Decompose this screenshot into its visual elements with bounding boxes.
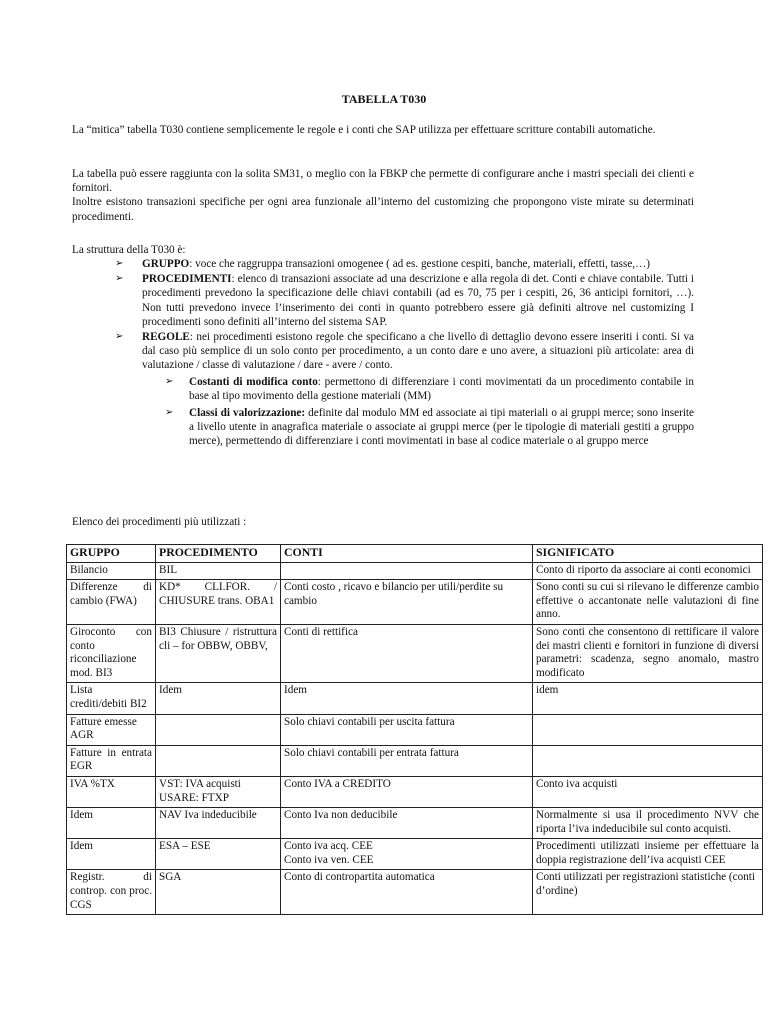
cell-procedimento: VST: IVA acquisti USARE: FTXP <box>156 776 281 807</box>
cell-significato: Procedimenti utilizzati insieme per effettuare la doppia registrazione dell’iva acquisti CEE <box>533 839 763 870</box>
header-gruppo: GRUPPO <box>67 545 156 563</box>
cell-gruppo: Registr. di controp. con proc. CGS <box>67 870 156 915</box>
cell-significato: Normalmente si usa il procedimento NVV che riporta l’iva indeducibile sul conto acquisti. <box>533 808 763 839</box>
cell-significato <box>533 714 763 745</box>
header-significato: SIGNIFICATO <box>533 545 763 563</box>
cell-procedimento: ESA – ESE <box>156 839 281 870</box>
cell-conti: Conto IVA a CREDITO <box>281 776 533 807</box>
cell-procedimento <box>156 745 281 776</box>
cell-procedimento: BI3 Chiusure / ristruttura cli – for OBBW, OBBV, <box>156 624 281 682</box>
cell-procedimento: KD* CLI.FOR. / CHIUSURE trans. OBA1 <box>156 580 281 625</box>
cell-procedimento: NAV Iva indeducibile <box>156 808 281 839</box>
term-gruppo: GRUPPO <box>142 258 190 270</box>
term-procedimenti: PROCEDIMENTI <box>142 273 232 286</box>
table-row <box>67 580 763 625</box>
table-row <box>67 776 763 807</box>
term-classi: Classi di valorizzazione: <box>189 407 306 420</box>
cell-procedimento <box>156 714 281 745</box>
conti-line-ven: Conto iva ven. CEE <box>284 853 374 866</box>
table-row <box>67 714 763 745</box>
desc-procedimenti: : elenco di transazioni associate ad una descrizione e alla regola di det. Conti e chiave contabile. Tutti i procedimenti prevedono la specificazione delle chiavi contabili (ad es 70, 75 per i cespiti, 26, 36 anticipi fornitori, …). Non tutti prevedono invece l’inserimento dei conti in quanto potrebbero essere già definiti altrove nel customizing I procedimenti sono definiti all’interno del sistema SAP. <box>142 273 694 328</box>
cell-significato: Conto iva acquisti <box>533 776 763 807</box>
access-text: La tabella può essere raggiunta con la solita SM31, o meglio con la FBKP che permette di configurare anche i mastri speciali dei clienti e fornitori. <box>72 168 694 195</box>
table-row <box>67 870 763 915</box>
cell-gruppo: Lista crediti/debiti BI2 <box>67 683 156 714</box>
table-intro: Elenco dei procedimenti più utilizzati : <box>72 516 247 528</box>
header-procedimento: PROCEDIMENTO <box>156 545 281 563</box>
list-item-gruppo <box>115 257 694 271</box>
table-row <box>67 745 763 776</box>
cell-conti: Solo chiavi contabili per uscita fattura <box>281 714 533 745</box>
cell-gruppo: Idem <box>67 808 156 839</box>
intro-paragraph: La “mitica” tabella T030 contiene semplicemente le regole e i conti che SAP utilizza per effettuare scritture contabili automatiche. <box>72 124 656 136</box>
table-row <box>67 624 763 682</box>
cell-conti: Solo chiavi contabili per entrata fattura <box>281 745 533 776</box>
cell-procedimento: SGA <box>156 870 281 915</box>
page-title: TABELLA T030 <box>341 92 427 106</box>
sublist-item-costanti <box>159 375 694 403</box>
cell-gruppo: Fatture emesse AGR <box>67 714 156 745</box>
cell-significato: Conto di riporto da associare ai conti economici <box>533 562 763 580</box>
table-row <box>67 562 763 580</box>
list-item-procedimenti <box>115 272 694 329</box>
structure-list <box>115 257 694 452</box>
cell-conti: Conti costo , ricavo e bilancio per utili/perdite su cambio <box>281 580 533 625</box>
cell-gruppo: Fatture in entrata EGR <box>67 745 156 776</box>
access-paragraph <box>72 167 694 224</box>
structure-heading: La struttura della T030 è: <box>72 244 186 256</box>
cell-conti: Idem <box>281 683 533 714</box>
table-header-row <box>67 545 763 563</box>
conti-line-acq: Conto iva acq. CEE <box>284 840 373 853</box>
procedures-table <box>66 544 763 915</box>
list-item-regole <box>115 330 694 449</box>
table-row <box>67 839 763 870</box>
cell-gruppo: Idem <box>67 839 156 870</box>
cell-significato: Conti utilizzati per registrazioni statistiche (conti d’ordine) <box>533 870 763 915</box>
cell-gruppo: Bilancio <box>67 562 156 580</box>
cell-significato: idem <box>533 683 763 714</box>
table-row <box>67 683 763 714</box>
regole-sublist <box>159 375 694 449</box>
cell-gruppo: IVA %TX <box>67 776 156 807</box>
cell-conti <box>281 562 533 580</box>
cell-conti: Conto Iva non deducibile <box>281 808 533 839</box>
sublist-item-classi <box>159 406 694 449</box>
cell-conti <box>281 839 533 870</box>
cell-gruppo: Giroconto con conto riconciliazione mod. BI3 <box>67 624 156 682</box>
cell-procedimento: BIL <box>156 562 281 580</box>
header-conti: CONTI <box>281 545 533 563</box>
desc-classi: definite dal modulo MM ed associate ai tipi materiali o ai gruppi merce; sono inserite a livello utente in anagrafica materiale o associate ai gruppi merce (per le tipologie di materiali gestiti a gruppo merce), permettendo di differenziare i conti movimentati in base al codice materiale o al gruppo merce <box>189 407 694 448</box>
desc-regole: : nei procedimenti esistono regole che specificano a che livello di dettaglio devono essere inseriti i conti. Si va dal caso più semplice di un solo conto per procedimento, a un conto dare e uno avere, a situazioni più articolate: area di valutazione / classe di valutazione / dare - avere / conto. <box>142 331 694 372</box>
desc-costanti: : permettono di differenziare i conti movimentati da un procedimento contabile in base al tipo movimento della gestione materiali (MM) <box>189 375 694 402</box>
table-row <box>67 808 763 839</box>
cell-significato: Sono conti che consentono di rettificare il valore dei mastri clienti e fornitori in funzione di diversi parametri: scadenza, segno anomalo, mastro modificato <box>533 624 763 682</box>
cell-significato <box>533 745 763 776</box>
customizing-text: Inoltre esistono transazioni specifiche per ogni area funzionale all’interno del customizing che propongono viste mirate su determinati procedimenti. <box>72 196 694 223</box>
desc-gruppo: : voce che raggruppa transazioni omogenee ( ad es. gestione cespiti, banche, materiali, effetti, tasse,…) <box>189 258 651 270</box>
cell-gruppo: Differenze di cambio (FWA) <box>67 580 156 625</box>
term-costanti: Costanti di modifica conto <box>189 375 318 388</box>
term-regole: REGOLE <box>142 331 190 344</box>
cell-conti: Conti di rettifica <box>281 624 533 682</box>
cell-conti: Conto di contropartita automatica <box>281 870 533 915</box>
cell-procedimento: Idem <box>156 683 281 714</box>
cell-significato: Sono conti su cui si rilevano le differenze cambio effettive o accantonate nelle valutazioni di fine anno. <box>533 580 763 625</box>
